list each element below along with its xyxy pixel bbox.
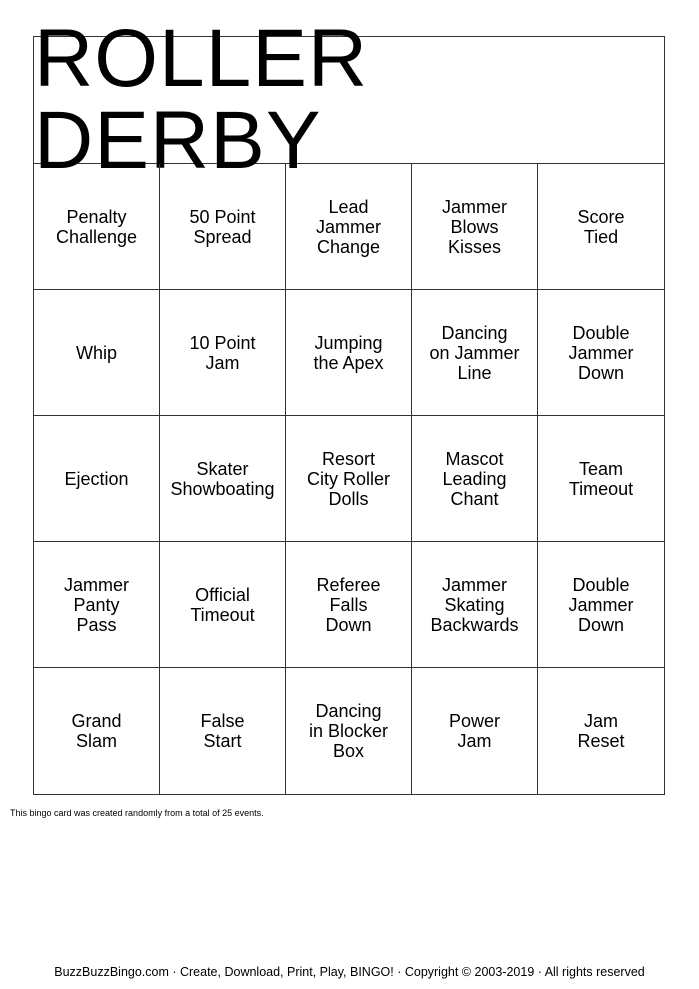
bingo-cell: Jammer Panty Pass <box>34 542 160 668</box>
bingo-cell: Score Tied <box>538 164 664 290</box>
bingo-cell: Ejection <box>34 416 160 542</box>
bingo-cell: Mascot Leading Chant <box>412 416 538 542</box>
bingo-cell: Team Timeout <box>538 416 664 542</box>
bingo-cell: Jam Reset <box>577 711 625 751</box>
bingo-cell: Jammer Blows Kisses <box>412 164 538 290</box>
bingo-cell: Power Jam <box>412 668 538 794</box>
bingo-cell: Official Timeout <box>160 542 286 668</box>
bingo-cell: Jumping the Apex <box>286 290 412 416</box>
bingo-cell: False Start <box>160 668 286 794</box>
bingo-cell: Resort City Roller Dolls <box>286 416 412 542</box>
bingo-cell: Double Jammer Down <box>538 290 664 416</box>
bingo-grid <box>34 164 664 794</box>
bingo-cell: Dancing in Blocker Box <box>286 668 412 794</box>
page-footer: BuzzBuzzBingo.com · Create, Download, Print, Play, BINGO! · Copyright © 2003-2019 · All rights reserved <box>54 965 645 979</box>
bingo-cell: Jammer Skating Backwards <box>412 542 538 668</box>
bingo-cell: Skater Showboating <box>160 416 286 542</box>
card-title: ROLLER DERBY <box>34 37 664 164</box>
bingo-cell: 50 Point Spread <box>160 164 286 290</box>
bingo-cell: Grand Slam <box>34 668 160 794</box>
bingo-cell: Referee Falls Down <box>286 542 412 668</box>
bingo-cell: Double Jammer Down <box>538 542 664 668</box>
bingo-cell: Penalty Challenge <box>34 164 160 290</box>
bingo-cell: Whip <box>34 290 160 416</box>
bingo-cell: Dancing on Jammer Line <box>412 290 538 416</box>
bingo-cell: 10 Point Jam <box>160 290 286 416</box>
bingo-cell: Lead Jammer Change <box>286 164 412 290</box>
card-generation-note: This bingo card was created randomly from a total of 25 events. <box>10 808 264 818</box>
bingo-card <box>33 13 665 795</box>
